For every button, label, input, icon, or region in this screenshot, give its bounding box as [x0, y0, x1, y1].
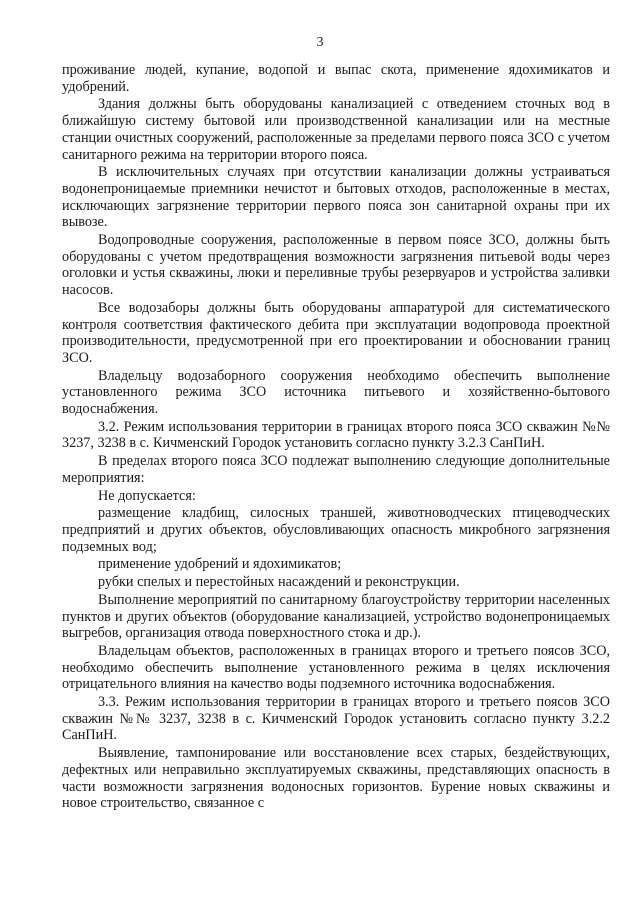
paragraph: проживание людей, купание, водопой и выпас скота, применение ядохимикатов и удобрений.: [62, 62, 610, 95]
page-number: 3: [316, 35, 324, 50]
section-heading-3-2: 3.2. Режим использования территории в границах второго пояса ЗСО скважин №№ 3237, 3238 в с. Кичменский Городок установить согласно пункту 3.2.3 СанПиН.: [62, 418, 610, 452]
paragraph: Владельцам объектов, расположенных в границах второго и третьего поясов ЗСО, необходимо обеспечить выполнение установленного режима в целях исключения отрицательного влияния на качество воды подземного источника водоснабжения.: [62, 642, 610, 693]
list-item: рубки спелых и перестойных насаждений и реконструкции.: [98, 574, 460, 591]
section-heading-3-3: 3.3. Режим использования территории в границах второго и третьего поясов ЗСО скважин №№ 3237, 3238 в с. Кичменский Городок установить согласно пункту 3.2.2 СанПиН.: [62, 694, 610, 744]
paragraph: Не допускается:: [98, 487, 196, 504]
document-body: [62, 62, 610, 813]
paragraph: Здания должны быть оборудованы канализацией с отведением сточных вод в ближайшую систему бытовой или производственной канализации или на местные станции очистных сооружений, расположенные за пределами первого пояса ЗСО с учетом санитарного режима на территории второго пояса.: [62, 96, 610, 163]
paragraph: Выполнение мероприятий по санитарному благоустройству территории населенных пунктов и других объектов (оборудование канализацией, устройство водонепроницаемых выгребов, организация отвода поверхностного стока и др.).: [62, 591, 610, 642]
list-item: применение удобрений и ядохимикатов;: [98, 556, 342, 573]
paragraph: Выявление, тампонирование или восстановление всех старых, бездействующих, дефектных или неправильно эксплуатируемых скважины, представляющих опасность в части возможности загрязнения водоносных горизонтов. Бурение новых скважины и новое строительство, связанное с: [62, 745, 610, 812]
paragraph: Все водозаборы должны быть оборудованы аппаратурой для систематического контроля соответствия фактического дебита при эксплуатации водопровода проектной производительности, предусмотренной при его проектировании и обосновании границ ЗСО.: [62, 299, 610, 366]
paragraph: В пределах второго пояса ЗСО подлежат выполнению следующие дополнительные мероприятия:: [62, 453, 610, 486]
paragraph: В исключительных случаях при отсутствии канализации должны устраиваться водонепроницаемые приемники нечистот и бытовых отходов, расположенные в местах, исключающих загрязнение территории первого пояса зон санитарной охраны при их вывозе.: [62, 164, 610, 231]
paragraph: Владельцу водозаборного сооружения необходимо обеспечить выполнение установленного режима ЗСО источника питьевого и хозяйственно-бытового водоснабжения.: [62, 367, 610, 418]
paragraph: Водопроводные сооружения, расположенные в первом поясе ЗСО, должны быть оборудованы с учетом предотвращения возможности загрязнения питьевой воды через оголовки и устья скважины, люки и переливные трубы резервуаров и устройства заливки насосов.: [62, 232, 610, 299]
list-item: размещение кладбищ, силосных траншей, животноводческих птицеводческих предприятий и других объектов, обусловливающих опасность микробного загрязнения подземных вод;: [62, 505, 610, 555]
